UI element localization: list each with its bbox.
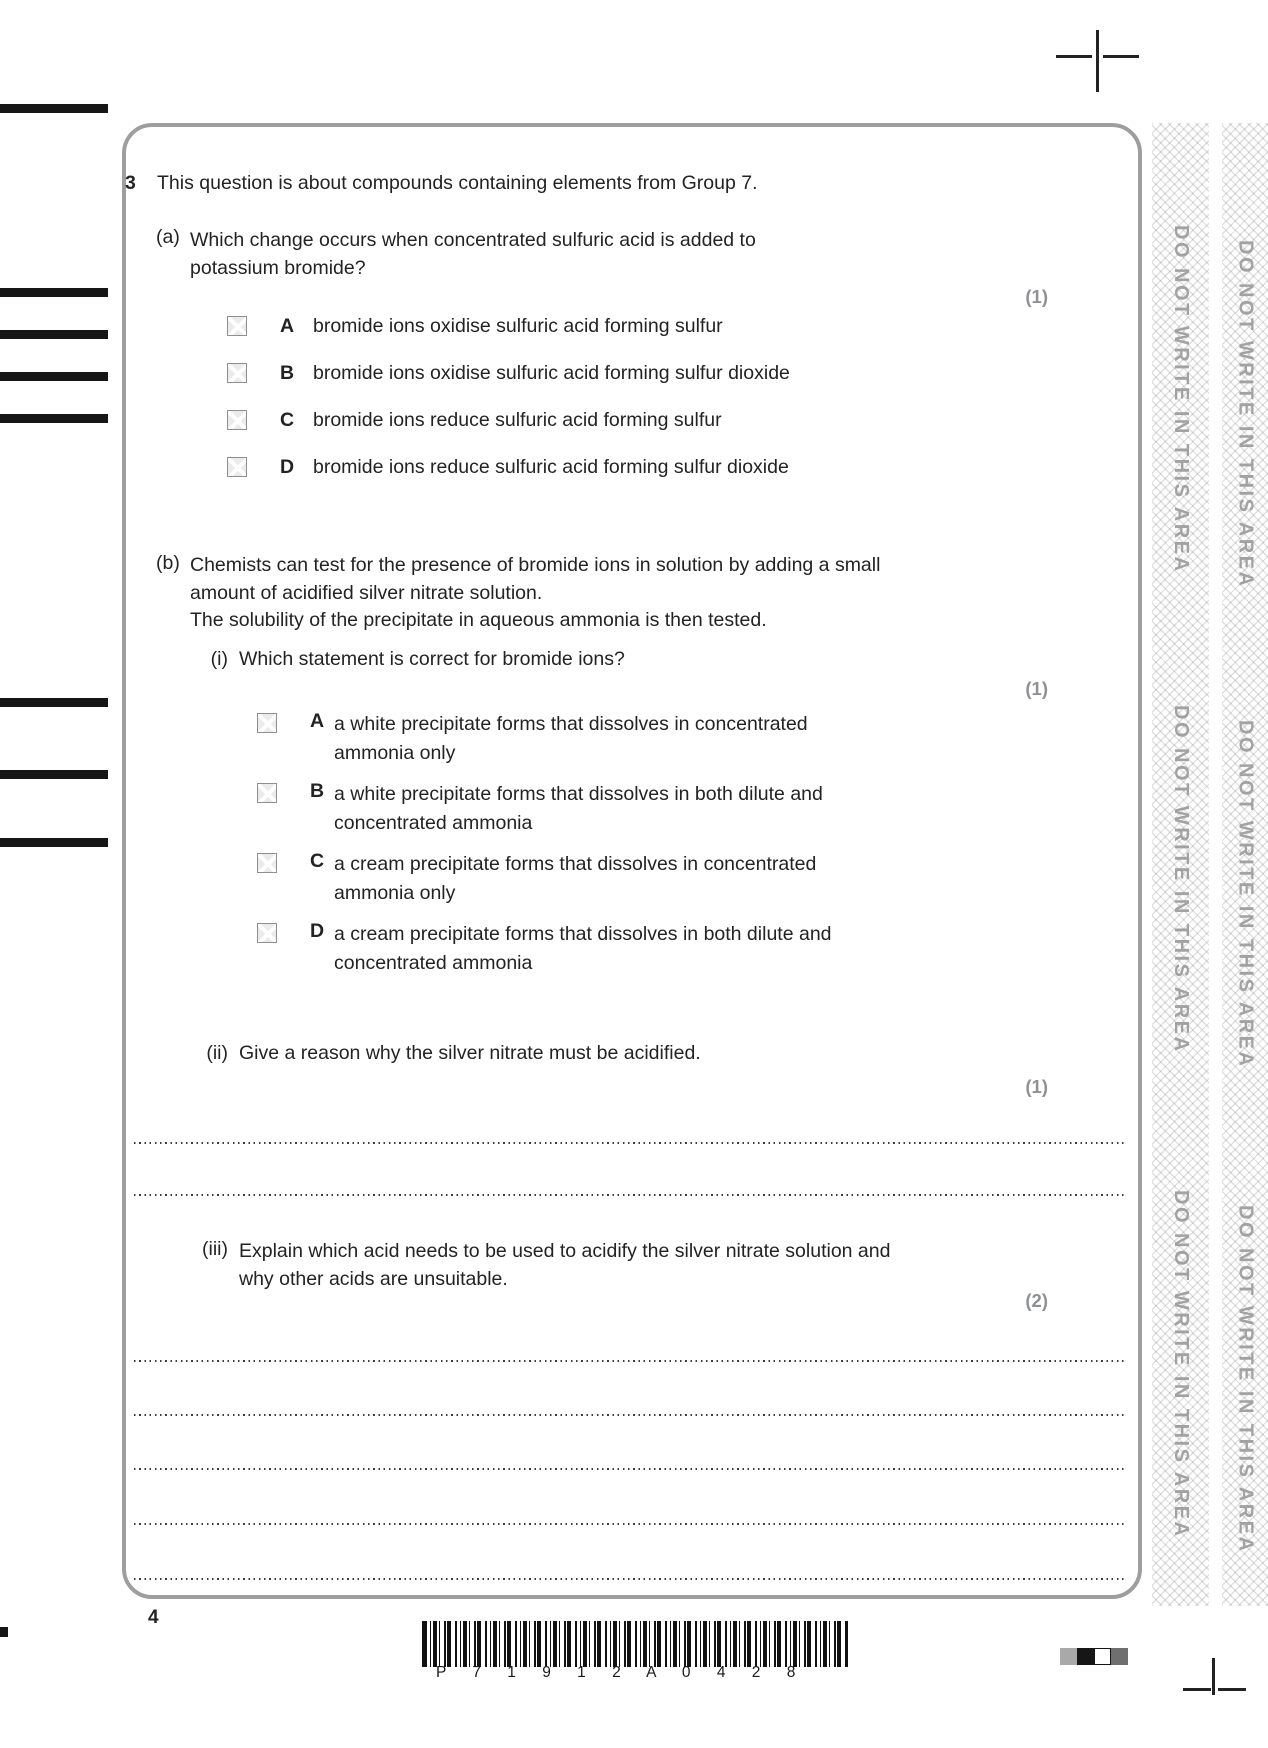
crop-mark: [1056, 55, 1092, 58]
page-number: 4: [148, 1607, 159, 1628]
answer-line[interactable]: [134, 1523, 1125, 1525]
part-b-label: (b): [156, 552, 180, 574]
registration-mark: [0, 104, 108, 113]
answer-line[interactable]: [134, 1142, 1125, 1144]
do-not-write-label: DO NOT WRITE IN THIS AREA: [1234, 1205, 1257, 1554]
answer-line[interactable]: [134, 1360, 1125, 1362]
part-b-iii-label: (iii): [202, 1238, 228, 1260]
part-a-option-B-text: bromide ions oxidise sulfuric acid forming sulfur dioxide: [313, 361, 790, 384]
answer-line[interactable]: [134, 1194, 1125, 1196]
part-a-option-C-checkbox[interactable]: [227, 410, 247, 430]
answer-line[interactable]: [134, 1468, 1125, 1470]
part-b-i-option-B-text: a white precipitate forms that dissolves in both dilute and concentrated ammonia: [334, 783, 823, 834]
question-intro: This question is about compounds containing elements from Group 7.: [157, 172, 758, 194]
crop-mark: [1218, 1688, 1246, 1691]
part-a-label: (a): [156, 226, 180, 248]
answer-line[interactable]: [134, 1414, 1125, 1416]
part-b-i-option-C-text: a cream precipitate forms that dissolves in concentrated ammonia only: [334, 853, 817, 904]
part-a-option-C-letter: C: [280, 408, 295, 431]
registration-mark: [0, 288, 108, 297]
registration-mark: [0, 1627, 8, 1637]
part-b-ii-marks: (1): [1025, 1076, 1048, 1097]
do-not-write-label: DO NOT WRITE IN THIS AREA: [1234, 720, 1257, 1069]
crop-mark: [1212, 1658, 1215, 1695]
part-b-i-option-A-checkbox[interactable]: [257, 713, 277, 733]
part-a-option-A-letter: A: [280, 314, 295, 337]
do-not-write-label: DO NOT WRITE IN THIS AREA: [1234, 240, 1257, 589]
part-a-option-C-text: bromide ions reduce sulfuric acid forming sulfur: [313, 408, 722, 431]
part-b-iii-question: [150, 1238, 890, 1293]
barcode: [422, 1621, 848, 1667]
crop-mark: [1183, 1688, 1211, 1691]
part-b-i-option-row-A: [257, 710, 808, 768]
part-b-i-label: (i): [210, 648, 228, 670]
part-a-option-A-checkbox[interactable]: [227, 316, 247, 336]
part-b-i-option-A-letter: A: [310, 710, 325, 732]
part-b-ii-text: Give a reason why the silver nitrate must be acidified.: [239, 1042, 701, 1064]
part-a-option-B-checkbox[interactable]: [227, 363, 247, 383]
part-a-marks: (1): [1025, 286, 1048, 307]
part-b-iii-text: Explain which acid needs to be used to acidify the silver nitrate solution and why other acids are unsuitable.: [239, 1240, 891, 1290]
registration-mark: [0, 414, 108, 423]
registration-mark: [0, 372, 108, 381]
part-b-i-option-D-letter: D: [310, 920, 325, 942]
registration-mark: [0, 838, 108, 847]
part-b-i-marks: (1): [1025, 678, 1048, 699]
part-b-i-option-D-text: a cream precipitate forms that dissolves in both dilute and concentrated ammonia: [334, 923, 832, 974]
print-color-swatch: [1094, 1648, 1111, 1665]
part-b-i-option-row-B: [257, 780, 823, 838]
registration-mark: [0, 698, 108, 707]
part-a-option-B-letter: B: [280, 361, 295, 384]
part-b-i-option-row-C: [257, 850, 816, 908]
registration-mark: [0, 330, 108, 339]
part-a-option-A-text: bromide ions oxidise sulfuric acid forming sulfur: [313, 314, 723, 337]
do-not-write-label: DO NOT WRITE IN THIS AREA: [1170, 705, 1192, 1054]
part-b-i-text: Which statement is correct for bromide ions?: [239, 648, 625, 670]
part-a-option-D-checkbox[interactable]: [227, 457, 247, 477]
do-not-write-area-right: [1222, 123, 1268, 1606]
part-b-i-option-B-letter: B: [310, 780, 325, 802]
print-color-swatch: [1111, 1648, 1128, 1665]
part-b-i-option-C-checkbox[interactable]: [257, 853, 277, 873]
do-not-write-label: DO NOT WRITE IN THIS AREA: [1170, 1190, 1192, 1539]
part-a-option-row-D: [227, 455, 789, 479]
part-b-i-option-C-letter: C: [310, 850, 325, 872]
part-a-option-row-B: [227, 361, 790, 385]
part-a-option-D-letter: D: [280, 455, 295, 478]
crop-mark: [1103, 55, 1139, 58]
part-b-i-option-B-checkbox[interactable]: [257, 783, 277, 803]
part-b-ii-question: [150, 1042, 701, 1065]
part-b-i-option-D-checkbox[interactable]: [257, 923, 277, 943]
part-a-text: Which change occurs when concentrated sulfuric acid is added to potassium bromide?: [190, 229, 756, 279]
part-b-iii-marks: (2): [1025, 1290, 1048, 1311]
print-color-swatch: [1060, 1648, 1077, 1665]
part-b-i-question: [150, 648, 625, 671]
crop-mark: [1096, 30, 1099, 92]
registration-mark: [0, 770, 108, 779]
part-a-option-row-A: [227, 314, 723, 338]
part-a-option-D-text: bromide ions reduce sulfuric acid forming sulfur dioxide: [313, 455, 789, 478]
part-b-i-option-row-D: [257, 920, 832, 978]
part-b-i-option-A-text: a white precipitate forms that dissolves in concentrated ammonia only: [334, 713, 808, 764]
part-b-ii-label: (ii): [206, 1042, 228, 1064]
answer-line[interactable]: [134, 1578, 1125, 1580]
part-a-option-row-C: [227, 408, 722, 432]
print-color-swatch: [1077, 1648, 1094, 1665]
do-not-write-label: DO NOT WRITE IN THIS AREA: [1170, 225, 1192, 574]
part-b-text: Chemists can test for the presence of bromide ions in solution by adding a small amount of acidified silver nitrate solution. The solubility of the precipitate in aqueous ammonia is then tested.: [190, 554, 881, 631]
barcode-text: P 7 1 9 1 2 A 0 4 2 8: [436, 1664, 807, 1681]
do-not-write-area-left: [1152, 123, 1209, 1606]
question-number: 3: [125, 172, 136, 194]
